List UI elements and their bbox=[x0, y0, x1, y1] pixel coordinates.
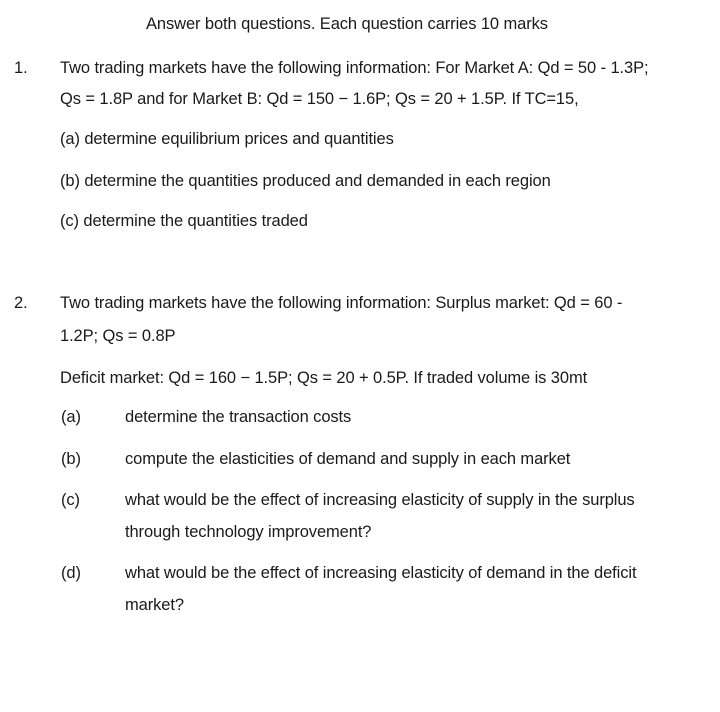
question-2-part-d-text-line-2: market? bbox=[125, 596, 184, 614]
question-1-part-b: (b) determine the quantities produced and demanded in each region bbox=[60, 172, 551, 190]
question-1-number: 1. bbox=[14, 59, 28, 77]
question-1-text-line-2: Qs = 1.8P and for Market B: Qd = 150 − 1.6P; Qs = 20 + 1.5P. If TC=15, bbox=[60, 90, 579, 108]
question-2-text-line-1: Two trading markets have the following information: Surplus market: Qd = 60 - bbox=[60, 294, 623, 312]
question-2-part-d-label: (d) bbox=[61, 564, 81, 582]
question-2-number: 2. bbox=[14, 294, 28, 312]
question-2-text-line-2: 1.2P; Qs = 0.8P bbox=[60, 327, 176, 345]
question-2-part-a-label: (a) bbox=[61, 408, 81, 426]
question-2-part-d-text-line-1: what would be the effect of increasing elasticity of demand in the deficit bbox=[125, 564, 637, 582]
question-2-part-a-text: determine the transaction costs bbox=[125, 408, 352, 426]
question-2-part-b-text: compute the elasticities of demand and supply in each market bbox=[125, 450, 571, 468]
question-1-part-a: (a) determine equilibrium prices and quantities bbox=[60, 130, 394, 148]
question-1-part-c: (c) determine the quantities traded bbox=[60, 212, 308, 230]
instructions-heading: Answer both questions. Each question carries 10 marks bbox=[146, 15, 548, 33]
question-2-part-c-text-line-2: through technology improvement? bbox=[125, 523, 372, 541]
question-2-part-c-text-line-1: what would be the effect of increasing elasticity of supply in the surplus bbox=[125, 491, 635, 509]
question-2-part-b-label: (b) bbox=[61, 450, 81, 468]
question-1-text-line-1: Two trading markets have the following information: For Market A: Qd = 50 - 1.3P; bbox=[60, 59, 649, 77]
question-2-deficit-market: Deficit market: Qd = 160 − 1.5P; Qs = 20 + 0.5P. If traded volume is 30mt bbox=[60, 369, 588, 387]
question-2-part-c-label: (c) bbox=[61, 491, 80, 509]
